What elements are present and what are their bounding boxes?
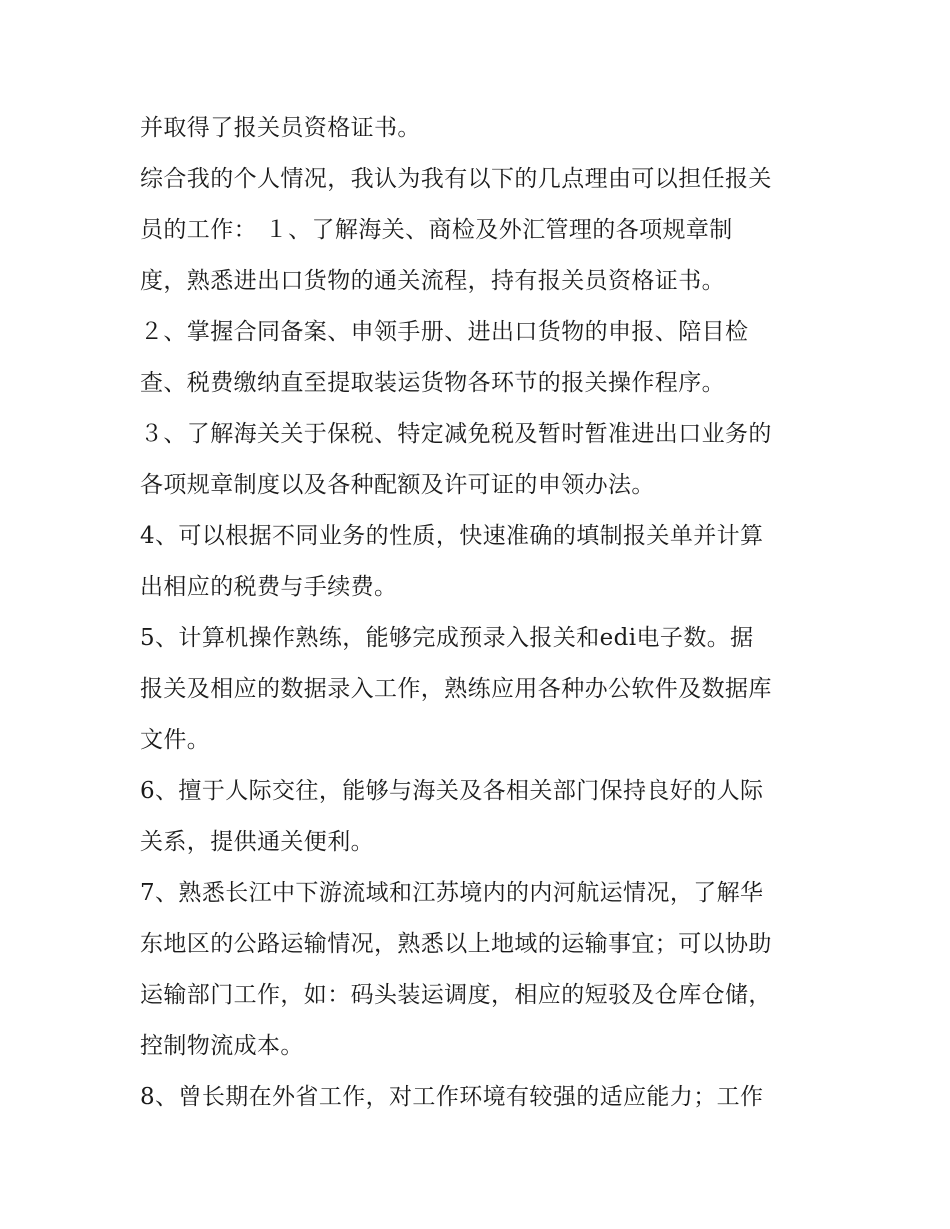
text-line: 8、曾长期在外省工作，对工作环境有较强的适应能力；工作 bbox=[140, 1084, 764, 1110]
text-line: 查、税费缴纳直至提取装运货物各环节的报关操作程序。 bbox=[140, 370, 725, 396]
text-line: ２、掌握合同备案、申领手册、进出口货物的申报、陪目检 bbox=[140, 319, 749, 345]
text-line: 员的工作： １、了解海关、商检及外汇管理的各项规章制 bbox=[140, 217, 733, 243]
text-line: 综合我的个人情况，我认为我有以下的几点理由可以担任报关 bbox=[140, 166, 772, 192]
text-line: 报关及相应的数据录入工作，熟练应用各种办公软件及数据库 bbox=[140, 676, 772, 702]
text-line: 6、擅于人际交往，能够与海关及各相关部门保持良好的人际 bbox=[140, 778, 764, 804]
text-line: 东地区的公路运输情况，熟悉以上地域的运输事宜；可以协助 bbox=[140, 931, 772, 957]
text-line: 出相应的税费与手续费。 bbox=[140, 574, 398, 600]
text-line: ３、了解海关关于保税、特定减免税及暂时暂准进出口业务的 bbox=[140, 421, 772, 447]
text-line: 7、熟悉长江中下游流域和江苏境内的内河航运情况，了解华 bbox=[140, 880, 764, 906]
text-line: 控制物流成本。 bbox=[140, 1033, 304, 1059]
text-line: 度，熟悉进出口货物的通关流程，持有报关员资格证书。 bbox=[140, 268, 725, 294]
text-line: 各项规章制度以及各种配额及许可证的申领办法。 bbox=[140, 472, 655, 498]
text-line: 并取得了报关员资格证书。 bbox=[140, 115, 421, 141]
text-line: 关系，提供通关便利。 bbox=[140, 829, 374, 855]
text-line: 4、可以根据不同业务的性质，快速准确的填制报关单并计算 bbox=[140, 523, 764, 549]
text-line: 文件。 bbox=[140, 727, 211, 753]
text-line: 5、计算机操作熟练，能够完成预录入报关和edi电子数。据 bbox=[140, 625, 754, 651]
text-line: 运输部门工作，如：码头装运调度，相应的短驳及仓库仓储， bbox=[140, 982, 772, 1008]
